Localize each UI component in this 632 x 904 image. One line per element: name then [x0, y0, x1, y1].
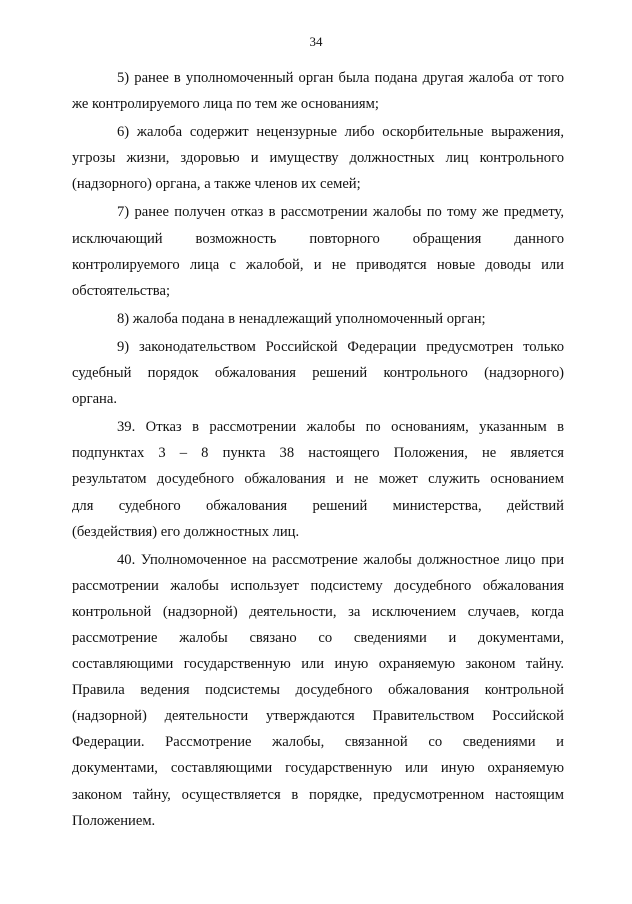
paragraph-item-5: [72, 65, 564, 117]
text-line: органа.: [72, 391, 117, 408]
document-body: [72, 65, 564, 836]
text-line: (надзорного) органа, а также членов их семей;: [72, 176, 361, 193]
text-line: 8) жалоба подана в ненадлежащий уполномоченный орган;: [117, 310, 486, 327]
text-line: Федерации. Рассмотрение жалобы, связанной со сведениями и: [72, 734, 564, 751]
text-line: контролируемого лица с жалобой, и не приводятся новые доводы или: [72, 256, 564, 273]
text-line: составляющими государственную или иную охраняемую законом тайну.: [72, 656, 564, 673]
text-line: обстоятельства;: [72, 282, 170, 299]
paragraph-item-6: [72, 119, 564, 197]
paragraph-item-8: [72, 306, 564, 332]
text-line: исключающий возможность повторного обращения данного: [72, 230, 564, 247]
text-line: законом тайну, осуществляется в порядке, предусмотренном настоящим: [72, 786, 564, 803]
text-line: контрольной (надзорной) деятельности, за исключением случаев, когда: [72, 603, 564, 620]
text-line: рассмотрение жалобы связано со сведениями и документами,: [72, 629, 564, 646]
paragraph-clause-40: [72, 547, 564, 834]
text-line: рассмотрении жалобы использует подсистему досудебного обжалования: [72, 577, 564, 594]
text-line: Положением.: [72, 812, 156, 829]
text-line: (бездействия) его должностных лиц.: [72, 523, 300, 540]
paragraph-item-9: [72, 334, 564, 412]
text-line: угрозы жизни, здоровью и имуществу должностных лиц контрольного: [72, 150, 564, 167]
text-line: для судебного обжалования решений министерства, действий: [72, 497, 564, 514]
text-line: 5) ранее в уполномоченный орган была подана другая жалоба от того: [117, 70, 564, 86]
text-line: документами, составляющими государственную или иную охраняемую: [72, 760, 564, 777]
text-line: результатом досудебного обжалования и не может служить основанием: [72, 471, 564, 488]
page-number: 34: [309, 34, 323, 49]
text-line: 9) законодательством Российской Федерации предусмотрен только: [117, 338, 564, 355]
text-line: 40. Уполномоченное на рассмотрение жалобы должностное лицо при: [117, 551, 564, 568]
paragraph-clause-39: [72, 414, 564, 544]
paragraph-item-7: [72, 199, 564, 303]
text-line: 7) ранее получен отказ в рассмотрении жалобы по тому же предмету,: [117, 204, 564, 221]
text-line: 39. Отказ в рассмотрении жалобы по основаниям, указанным в: [117, 419, 564, 436]
text-line: (надзорной) деятельности утверждаются Правительством Российской: [72, 708, 564, 725]
text-line: же контролируемого лица по тем же основаниям;: [72, 96, 379, 113]
text-line: подпунктах 3 – 8 пункта 38 настоящего Положения, не является: [72, 445, 564, 462]
text-line: 6) жалоба содержит нецензурные либо оскорбительные выражения,: [117, 124, 564, 141]
text-line: судебный порядок обжалования решений контрольного (надзорного): [72, 365, 564, 382]
text-line: Правила ведения подсистемы досудебного обжалования контрольной: [72, 682, 564, 699]
